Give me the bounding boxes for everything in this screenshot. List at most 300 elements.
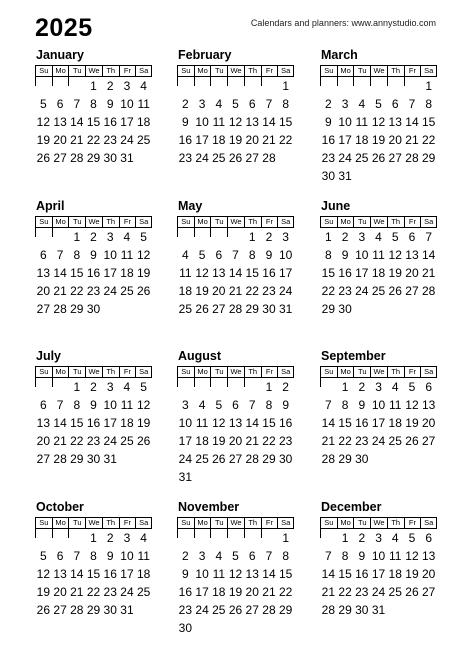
weekday-header (35, 216, 152, 228)
day-number: 9 (341, 248, 349, 262)
day-number: 1 (265, 380, 273, 394)
day-number: 30 (86, 302, 101, 316)
weekday-label: Fr (404, 66, 421, 76)
day-number: 11 (355, 115, 369, 129)
day-number: 23 (103, 133, 117, 147)
day-number: 11 (137, 549, 150, 563)
week-row (320, 246, 437, 264)
empty-cell (227, 228, 244, 237)
day-number: 7 (73, 549, 81, 563)
month-name: November (178, 500, 240, 514)
weekday-label: Fr (404, 217, 421, 227)
weekday-label: Mo (52, 66, 69, 76)
day-number: 23 (86, 434, 101, 448)
day-number: 24 (120, 133, 134, 147)
week-row (177, 228, 294, 246)
week-row (35, 149, 152, 167)
day-number: 14 (70, 115, 84, 129)
day-number: 9 (182, 567, 189, 581)
empty-cell (244, 77, 261, 86)
day-number: 2 (358, 380, 366, 394)
day-number: 4 (140, 531, 147, 545)
day-number: 11 (120, 398, 134, 412)
day-number: 27 (53, 603, 67, 617)
day-number: 16 (355, 416, 369, 430)
weekday-label: Mo (194, 217, 211, 227)
empty-cell (52, 228, 69, 237)
week-row (177, 300, 294, 318)
day-number: 19 (36, 133, 51, 147)
day-number: 3 (358, 230, 366, 244)
day-number: 28 (262, 603, 276, 617)
weekday-label: Sa (135, 66, 152, 76)
day-number: 3 (106, 230, 114, 244)
day-number: 15 (86, 567, 101, 581)
day-number: 18 (388, 416, 402, 430)
day-number: 7 (265, 97, 273, 111)
day-number: 15 (262, 416, 276, 430)
weekday-label: Su (320, 518, 337, 528)
day-number: 23 (278, 434, 293, 448)
weekday-label: Su (320, 66, 337, 76)
day-number: 24 (120, 585, 134, 599)
day-number: 8 (90, 97, 97, 111)
day-number: 28 (262, 151, 276, 165)
week-row (320, 77, 437, 95)
weekday-label: Su (35, 367, 52, 377)
day-number: 8 (248, 248, 256, 262)
weekday-label: Mo (337, 367, 354, 377)
week-row (320, 300, 437, 318)
day-number: 28 (405, 151, 419, 165)
weekday-label: Fr (119, 367, 136, 377)
day-number: 10 (120, 549, 134, 563)
weekday-label: Sa (135, 217, 152, 227)
weekday-label: Sa (135, 367, 152, 377)
empty-cell (35, 378, 52, 387)
day-number: 5 (375, 97, 382, 111)
day-number: 24 (103, 434, 117, 448)
day-number: 16 (178, 133, 193, 147)
day-number: 29 (338, 603, 352, 617)
week-row (320, 529, 437, 547)
day-number: 26 (195, 302, 209, 316)
day-number: 14 (321, 567, 336, 581)
day-number: 4 (215, 97, 223, 111)
weekday-header (35, 65, 152, 77)
weekday-label: We (370, 217, 387, 227)
weekday-label: Th (244, 217, 261, 227)
day-number: 24 (103, 284, 117, 298)
week-row (35, 300, 152, 318)
weekday-label: We (227, 217, 244, 227)
weekday-label: Th (244, 66, 261, 76)
day-number: 1 (341, 531, 349, 545)
weekday-label: We (370, 66, 387, 76)
day-number: 21 (53, 434, 67, 448)
day-number: 27 (245, 603, 259, 617)
day-number: 28 (70, 151, 84, 165)
day-number: 12 (228, 115, 243, 129)
weekday-label: Su (35, 518, 52, 528)
week-row (177, 468, 294, 486)
day-number: 29 (262, 452, 276, 466)
day-number: 10 (371, 549, 386, 563)
month-march (320, 48, 437, 185)
week-row (177, 113, 294, 131)
day-number: 11 (389, 398, 402, 412)
day-number: 26 (136, 434, 151, 448)
week-row (320, 565, 437, 583)
weekday-label: Tu (353, 66, 370, 76)
day-number: 7 (248, 398, 256, 412)
day-number: 19 (405, 416, 419, 430)
day-number: 1 (325, 230, 332, 244)
day-number: 26 (388, 284, 402, 298)
week-row (35, 450, 152, 468)
week-row (177, 583, 294, 601)
day-number: 10 (355, 248, 369, 262)
week-row (35, 529, 152, 547)
week-row (320, 228, 437, 246)
weekday-label: Tu (68, 217, 85, 227)
empty-cell (261, 77, 278, 86)
day-number: 20 (245, 585, 259, 599)
day-number: 30 (262, 302, 276, 316)
day-number: 3 (123, 531, 131, 545)
day-number: 25 (120, 284, 134, 298)
day-number: 21 (70, 585, 84, 599)
day-number: 24 (195, 151, 209, 165)
day-number: 1 (341, 380, 349, 394)
day-number: 13 (36, 416, 51, 430)
day-number: 23 (321, 151, 336, 165)
week-row (177, 77, 294, 95)
day-number: 18 (136, 567, 151, 581)
weekday-label: We (227, 518, 244, 528)
day-number: 10 (178, 416, 193, 430)
day-number: 18 (355, 133, 369, 147)
day-number: 30 (355, 603, 369, 617)
day-number: 15 (70, 266, 84, 280)
weekday-label: Sa (277, 66, 294, 76)
empty-cell (52, 378, 69, 387)
day-number: 2 (90, 380, 97, 394)
day-number: 10 (278, 248, 293, 262)
empty-cell (387, 77, 404, 86)
week-row (35, 282, 152, 300)
empty-cell (210, 378, 227, 387)
day-number: 10 (195, 567, 209, 581)
day-number: 15 (86, 115, 101, 129)
week-row (177, 282, 294, 300)
day-number: 22 (321, 284, 336, 298)
day-number: 8 (425, 97, 433, 111)
day-number: 13 (36, 266, 51, 280)
day-number: 22 (245, 284, 259, 298)
week-row (320, 113, 437, 131)
day-number: 24 (371, 585, 386, 599)
day-number: 7 (73, 97, 81, 111)
day-number: 8 (325, 248, 332, 262)
day-number: 6 (232, 398, 239, 412)
day-number: 11 (372, 248, 385, 262)
weekday-label: Fr (261, 367, 278, 377)
day-number: 2 (325, 97, 332, 111)
year-title: 2025 (35, 14, 93, 42)
day-number: 30 (103, 603, 117, 617)
weekday-label: Sa (420, 518, 437, 528)
empty-cell (244, 378, 261, 387)
day-number: 14 (262, 115, 276, 129)
day-number: 1 (248, 230, 256, 244)
weekday-label: Mo (52, 367, 69, 377)
month-name: August (178, 349, 222, 363)
day-number: 24 (371, 434, 386, 448)
day-number: 3 (341, 97, 349, 111)
weekday-label: Th (387, 518, 404, 528)
day-number: 17 (355, 266, 369, 280)
day-number: 12 (36, 115, 51, 129)
day-number: 31 (278, 302, 293, 316)
day-number: 21 (228, 284, 243, 298)
month-name: June (321, 199, 351, 213)
day-number: 7 (56, 398, 64, 412)
weekday-label: Th (244, 518, 261, 528)
day-number: 19 (228, 585, 243, 599)
day-number: 6 (56, 549, 64, 563)
day-number: 17 (195, 585, 209, 599)
day-number: 19 (388, 266, 402, 280)
day-number: 12 (36, 567, 51, 581)
day-number: 21 (70, 133, 84, 147)
day-number: 7 (265, 549, 273, 563)
day-number: 11 (120, 248, 134, 262)
weekday-label: Th (102, 217, 119, 227)
weekday-label: Th (387, 66, 404, 76)
day-number: 2 (182, 97, 189, 111)
day-number: 19 (405, 567, 419, 581)
day-number: 20 (421, 567, 436, 581)
day-number: 28 (321, 452, 336, 466)
day-number: 6 (248, 97, 256, 111)
day-number: 28 (421, 284, 436, 298)
day-number: 25 (120, 434, 134, 448)
day-number: 2 (282, 380, 289, 394)
day-number: 16 (321, 133, 336, 147)
week-row (35, 95, 152, 113)
empty-cell (177, 228, 194, 237)
week-row (35, 246, 152, 264)
day-number: 5 (140, 230, 147, 244)
weekday-label: Fr (404, 518, 421, 528)
day-number: 10 (195, 115, 209, 129)
day-number: 15 (70, 416, 84, 430)
day-number: 31 (103, 452, 117, 466)
day-number: 26 (228, 151, 243, 165)
week-row (35, 378, 152, 396)
day-number: 16 (278, 416, 293, 430)
week-row (35, 77, 152, 95)
day-number: 2 (106, 531, 114, 545)
day-number: 5 (232, 97, 239, 111)
month-january (35, 48, 152, 167)
day-number: 7 (408, 97, 416, 111)
empty-cell (35, 77, 52, 86)
day-number: 17 (371, 567, 386, 581)
day-number: 9 (182, 115, 189, 129)
day-number: 5 (408, 380, 416, 394)
day-number: 12 (388, 248, 402, 262)
week-row (177, 601, 294, 619)
day-number: 5 (408, 531, 416, 545)
day-number: 20 (36, 284, 51, 298)
weekday-label: Su (177, 66, 194, 76)
day-number: 13 (245, 567, 259, 581)
day-number: 1 (73, 230, 81, 244)
month-name: September (321, 349, 386, 363)
day-number: 8 (282, 549, 290, 563)
weekday-label: Su (177, 518, 194, 528)
day-number: 1 (90, 79, 97, 93)
month-july (35, 349, 152, 468)
day-number: 27 (245, 151, 259, 165)
day-number: 8 (341, 398, 349, 412)
day-number: 29 (245, 302, 259, 316)
day-number: 4 (140, 79, 147, 93)
day-number: 23 (355, 434, 369, 448)
weekday-label: Tu (210, 66, 227, 76)
empty-cell (320, 77, 337, 86)
day-number: 21 (405, 133, 419, 147)
weekday-label: Tu (68, 367, 85, 377)
weekday-label: Mo (337, 66, 354, 76)
week-row (177, 414, 294, 432)
day-number: 31 (371, 603, 386, 617)
day-number: 23 (178, 603, 193, 617)
day-number: 19 (228, 133, 243, 147)
day-number: 5 (40, 549, 47, 563)
day-number: 14 (53, 266, 67, 280)
day-number: 30 (278, 452, 293, 466)
day-number: 18 (371, 266, 386, 280)
day-number: 8 (90, 549, 97, 563)
month-name: October (36, 500, 84, 514)
day-number: 7 (325, 398, 332, 412)
day-number: 27 (388, 151, 402, 165)
day-number: 1 (282, 79, 289, 93)
day-number: 19 (36, 585, 51, 599)
empty-cell (227, 77, 244, 86)
day-number: 17 (103, 416, 117, 430)
day-number: 5 (198, 248, 206, 262)
day-number: 11 (179, 266, 192, 280)
day-number: 21 (262, 133, 276, 147)
weekday-label: Tu (210, 217, 227, 227)
day-number: 14 (421, 248, 436, 262)
day-number: 8 (282, 97, 290, 111)
day-number: 4 (198, 398, 206, 412)
day-number: 23 (86, 284, 101, 298)
empty-cell (370, 77, 387, 86)
day-number: 28 (53, 452, 67, 466)
day-number: 13 (212, 266, 226, 280)
week-row (177, 264, 294, 282)
day-number: 5 (215, 398, 223, 412)
day-number: 17 (103, 266, 117, 280)
day-number: 30 (338, 302, 352, 316)
empty-cell (52, 77, 69, 86)
day-number: 22 (421, 133, 436, 147)
day-number: 27 (405, 284, 419, 298)
day-number: 26 (228, 603, 243, 617)
day-number: 28 (228, 302, 243, 316)
week-row (177, 565, 294, 583)
empty-cell (177, 529, 194, 538)
week-row (35, 131, 152, 149)
weekday-label: Tu (353, 217, 370, 227)
day-number: 18 (212, 133, 226, 147)
day-number: 17 (178, 434, 193, 448)
day-number: 13 (388, 115, 402, 129)
weekday-label: Tu (210, 518, 227, 528)
weekday-label: We (370, 518, 387, 528)
day-number: 22 (86, 585, 101, 599)
day-number: 25 (212, 603, 226, 617)
day-number: 19 (136, 266, 151, 280)
day-number: 11 (212, 115, 226, 129)
weekday-label: Su (320, 367, 337, 377)
weekday-label: Tu (210, 367, 227, 377)
day-number: 25 (136, 133, 151, 147)
day-number: 4 (391, 531, 399, 545)
weekday-label: Fr (261, 66, 278, 76)
day-number: 25 (136, 585, 151, 599)
day-number: 15 (278, 567, 293, 581)
day-number: 16 (262, 266, 276, 280)
day-number: 16 (355, 567, 369, 581)
day-number: 22 (70, 434, 84, 448)
week-row (35, 565, 152, 583)
day-number: 4 (123, 230, 131, 244)
day-number: 30 (86, 452, 101, 466)
day-number: 5 (40, 97, 47, 111)
day-number: 2 (358, 531, 366, 545)
day-number: 7 (325, 549, 332, 563)
weekday-label: We (85, 518, 102, 528)
day-number: 18 (136, 115, 151, 129)
weekday-header (320, 216, 437, 228)
weekday-label: Sa (420, 66, 437, 76)
month-february (177, 48, 294, 167)
weekday-label: Th (102, 367, 119, 377)
day-number: 19 (371, 133, 386, 147)
empty-cell (227, 378, 244, 387)
day-number: 25 (371, 284, 386, 298)
day-number: 23 (262, 284, 276, 298)
week-row (320, 396, 437, 414)
day-number: 20 (53, 133, 67, 147)
day-number: 12 (195, 266, 209, 280)
weekday-label: Su (320, 217, 337, 227)
week-row (35, 414, 152, 432)
day-number: 9 (90, 248, 97, 262)
day-number: 30 (178, 621, 193, 635)
day-number: 29 (338, 452, 352, 466)
day-number: 24 (178, 452, 193, 466)
day-number: 22 (278, 585, 293, 599)
weekday-label: Mo (52, 217, 69, 227)
